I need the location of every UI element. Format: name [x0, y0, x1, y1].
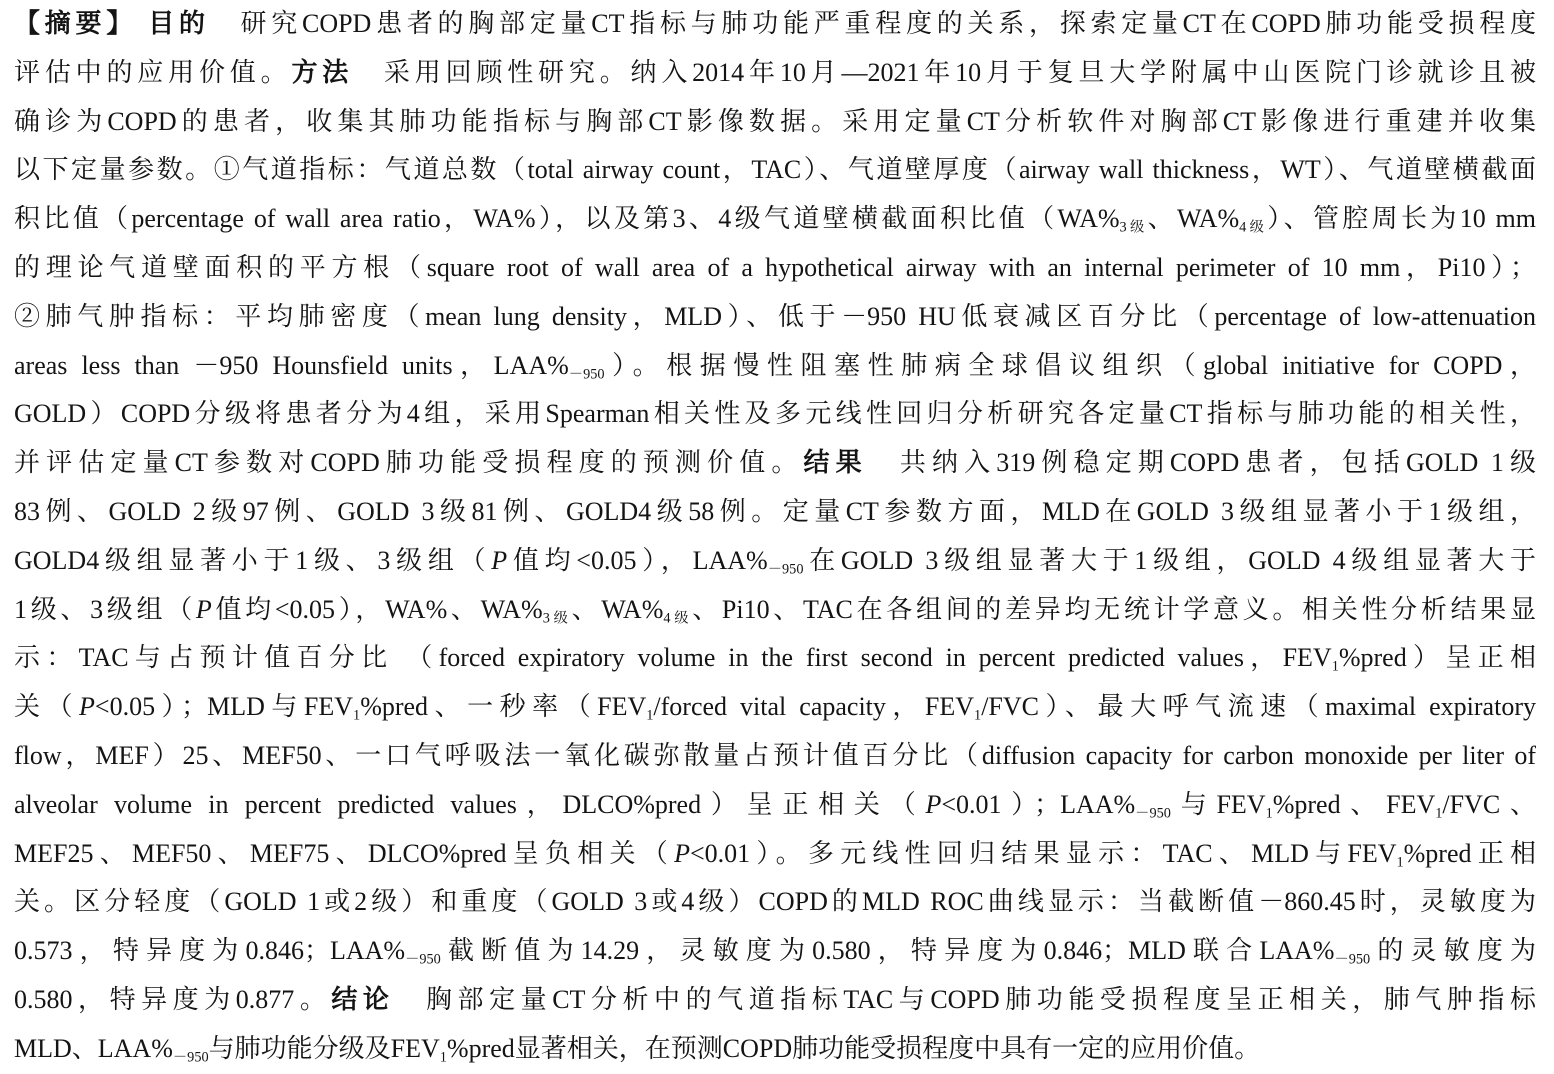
abstract-line [14, 390, 1536, 439]
text-run: ②肺气肿指标：平均肺密度（mean lung density，MLD）、低于－950 HU低衰减区百分比（percentage of low-attenuation [14, 301, 1536, 331]
abstract-line [14, 878, 1536, 927]
abstract-body [14, 0, 1536, 1074]
section-label: 结论 [331, 984, 395, 1015]
text-run: %pred）呈正相 [1338, 643, 1536, 673]
text-run: 与FEV [1170, 789, 1266, 819]
italic-symbol: P [491, 545, 508, 575]
text-run: 示：TAC与占预计值百分比 （forced expiratory volume in the first second in percent predicted values，FEV [14, 643, 1332, 673]
text-run: MLD、LAA% [14, 1033, 173, 1063]
subscript: 1 [1396, 853, 1404, 870]
text-run: 、WA% [1147, 204, 1240, 234]
text-run: 0.580，特异度为0.877。 [14, 984, 332, 1014]
text-run: %pred显著相关，在预测COPD肺功能受损程度中具有一定的应用价值。 [446, 1033, 1261, 1063]
abstract-line [14, 146, 1536, 195]
text-run: GOLD）COPD分级将患者分为4组，采用Spearman相关性及多元线性回归分析研究各定量CT指标与肺功能的相关性， [14, 399, 1536, 429]
text-run: 确诊为COPD的患者，收集其肺功能指标与胸部CT影像数据。采用定量CT分析软件对胸部CT影像进行重建并收集 [14, 106, 1536, 136]
subscript: 3级 [542, 609, 572, 626]
section-label: 方法 [291, 57, 354, 88]
subscript: 1 [646, 707, 654, 724]
subscript: 1 [439, 1049, 447, 1066]
subscript: 1 [1265, 805, 1273, 822]
text-run: 截断值为14.29，灵敏度为0.580，特异度为0.846；MLD联合LAA% [440, 936, 1335, 966]
text-run: 1级、3级组（ [14, 594, 196, 624]
abstract-line [14, 830, 1536, 879]
text-run: 评估中的应用价值。 [14, 57, 292, 87]
italic-symbol: P [925, 789, 942, 819]
text-run: 的理论气道壁面积的平方根（square root of wall area of a hypothetical airway with an internal perimeter of 10 mm，Pi10）； [14, 252, 1536, 282]
text-run: areas less than －950 Hounsfield units，LAA% [14, 350, 569, 380]
text-run: /FVC、 [1442, 789, 1536, 819]
text-run: MEF25、MEF50、MEF75、DLCO%pred呈负相关（ [14, 838, 675, 868]
abstract-line [14, 98, 1536, 147]
subscript: －950 [405, 951, 441, 968]
subscript: 1 [1331, 658, 1339, 675]
text-run: <0.05）；MLD与FEV [94, 692, 354, 722]
section-label: 目的 [148, 9, 210, 39]
subscript: 1 [353, 707, 361, 724]
subscript: －950 [568, 365, 605, 382]
text-run: %pred、一秒率（FEV [360, 692, 647, 722]
abstract-line [14, 195, 1536, 244]
text-run: 并评估定量CT参数对COPD肺功能受损程度的预测价值。 [14, 448, 804, 478]
subscript: 3级 [1119, 219, 1148, 236]
text-run: ）、管腔周长为10 mm [1267, 204, 1536, 234]
abstract-line [14, 439, 1536, 488]
text-run [137, 9, 148, 38]
abstract-line [14, 537, 1536, 586]
abstract-line [14, 293, 1536, 342]
abstract-line [14, 976, 1536, 1025]
subscript: 4级 [1239, 219, 1268, 236]
abstract-line [14, 342, 1536, 391]
text-run: GOLD4级组显著小于1级、3级组（ [14, 545, 492, 575]
text-run: /FVC）、最大呼气流速（maximal expiratory [981, 692, 1536, 722]
text-run: 的灵敏度为 [1370, 936, 1536, 966]
text-run: 0.573，特异度为0.846；LAA% [14, 936, 406, 966]
abstract-line [14, 49, 1536, 98]
subscript: －950 [1135, 805, 1171, 822]
abstract-line [14, 244, 1536, 293]
abstract-line [14, 1025, 1536, 1074]
text-run: 与肺功能分级及FEV [208, 1033, 440, 1063]
text-run: 积比值（percentage of wall area ratio，WA%），以及第3、4级气道壁横截面积比值（WA% [14, 204, 1120, 234]
text-run: 关。区分轻度（GOLD 1或2级）和重度（GOLD 3或4级）COPD的MLD ROC曲线显示：当截断值－860.45时，灵敏度为 [14, 887, 1536, 917]
text-run: <0.01）；LAA% [941, 789, 1136, 819]
subscript: 4级 [663, 609, 693, 626]
abstract-line [14, 586, 1536, 635]
abstract-line [14, 781, 1536, 830]
subscript: 1 [974, 707, 982, 724]
section-label: 结果 [803, 448, 868, 479]
text-run: 采用回顾性研究。纳入2014年10月—2021年10月于复旦大学附属中山医院门诊就诊且被 [353, 57, 1536, 87]
abstract-line [14, 732, 1536, 781]
abstract-line [14, 0, 1536, 49]
text-run: 在GOLD 3级组显著大于1级组，GOLD 4级组显著大于 [803, 545, 1536, 575]
text-run: 以下定量参数。①气道指标：气道总数（total airway count，TAC）、气道壁厚度（airway wall thickness，WT）、气道壁横截面 [14, 155, 1536, 185]
text-run: 共纳入319例稳定期COPD患者，包括GOLD 1级 [867, 448, 1536, 478]
italic-symbol: P [674, 838, 690, 868]
text-run: 值均<0.05），WA%、WA% [211, 594, 543, 624]
text-run: ）。根据慢性阻塞性肺病全球倡议组织（global initiative for COPD， [604, 350, 1536, 380]
text-run: 关（ [14, 692, 80, 722]
text-run: %pred、FEV [1272, 789, 1436, 819]
text-run: 、WA% [571, 594, 664, 624]
text-run: <0.01）。多元线性回归结果显示：TAC、MLD与FEV [689, 838, 1397, 868]
abstract-line [14, 927, 1536, 976]
text-run: 胸部定量CT分析中的气道指标TAC与COPD肺功能受损程度呈正相关，肺气肿指标 [394, 984, 1536, 1014]
italic-symbol: P [79, 692, 95, 722]
subscript: 1 [1435, 805, 1443, 822]
subscript: －950 [172, 1049, 209, 1066]
subscript: －950 [767, 561, 804, 578]
text-run: %pred正相 [1403, 838, 1536, 868]
subscript: －950 [1334, 951, 1371, 968]
abstract-line [14, 488, 1536, 537]
abstract-line [14, 683, 1536, 732]
text-run: 值均<0.05），LAA% [507, 545, 768, 575]
text-run: 、Pi10、TAC在各组间的差异均无统计学意义。相关性分析结果显 [692, 594, 1536, 624]
italic-symbol: P [195, 594, 212, 624]
section-label: 【摘要】 [14, 9, 137, 39]
abstract-line [14, 634, 1536, 683]
text-run: 研究COPD患者的胸部定量CT指标与肺功能严重程度的关系，探索定量CT在COPD肺功能受损程度 [209, 9, 1536, 38]
text-run: 83例、GOLD 2级97例、GOLD 3级81例、GOLD4级58例。定量CT参数方面，MLD在GOLD 3级组显著小于1级组， [14, 496, 1536, 526]
text-run: /forced vital capacity，FEV [653, 692, 975, 722]
text-run: flow，MEF）25、MEF50、一口气呼吸法一氧化碳弥散量占预计值百分比（diffusion capacity for carbon monoxide per liter of [14, 740, 1536, 770]
text-run: alveolar volume in percent predicted values，DLCO%pred）呈正相关（ [14, 789, 926, 819]
